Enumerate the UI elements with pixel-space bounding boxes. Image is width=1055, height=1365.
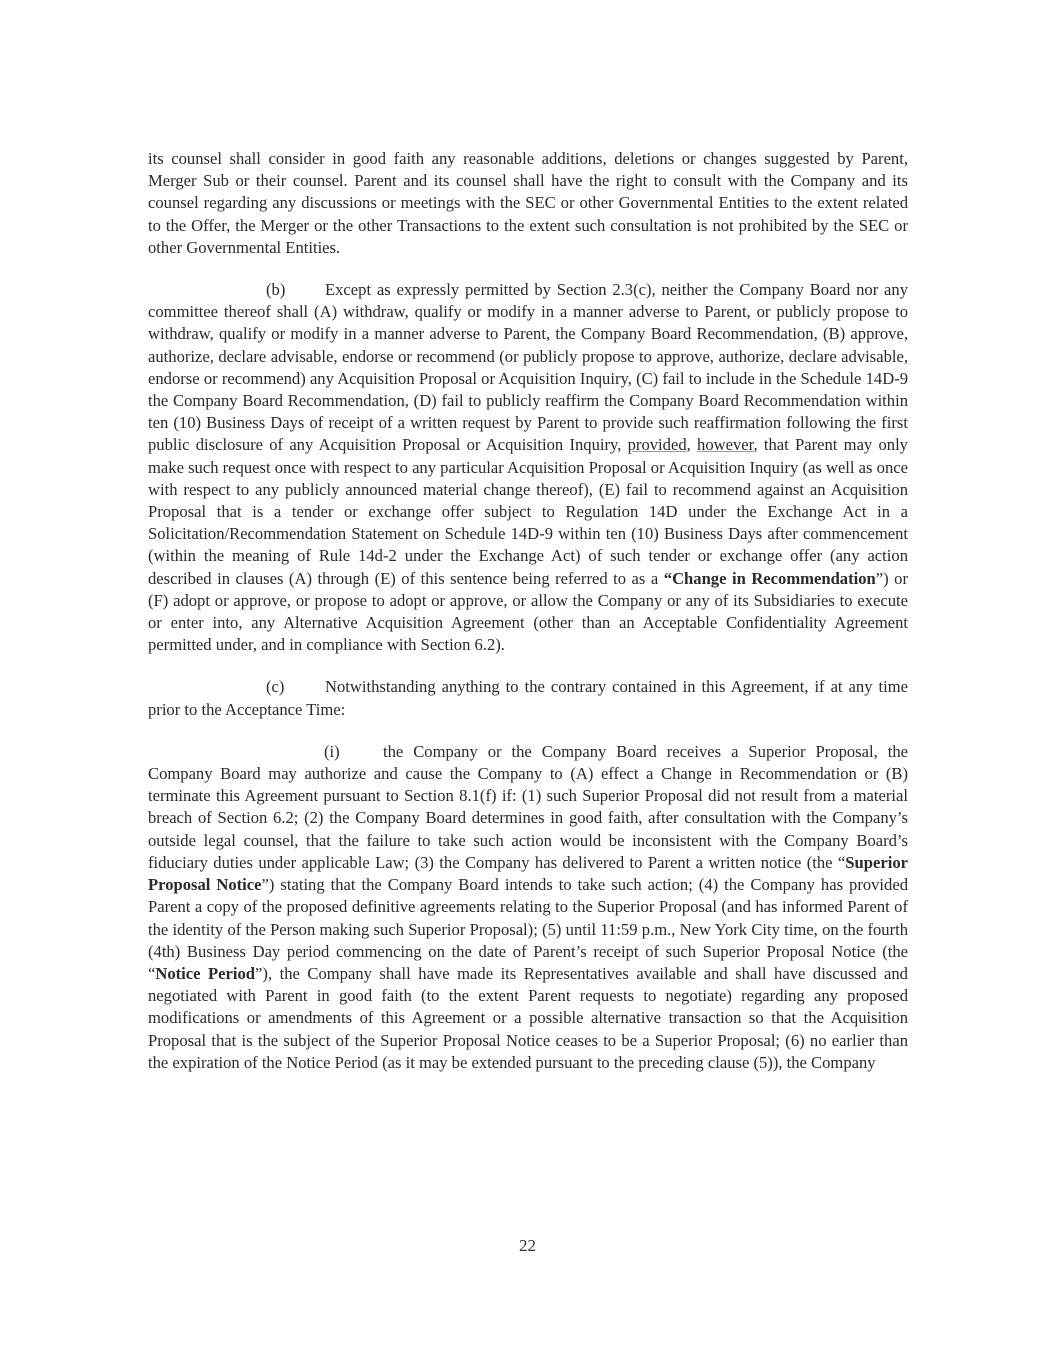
paragraph-b-comma: ,: [686, 435, 691, 455]
section-marker-i: (i): [324, 741, 340, 761]
paragraph-b-text-2: , that Parent may only make such request once with respect to any particular Acquisition Proposal or Acquisition Inquiry (as well as once with respect to any publicly announced material change thereof), (E) fail to recommend against an Acquisition Proposal that is a tender or exchange offer subject to Regulation 14D under the Exchange Act in a Solicitation/Recommendation Statement on Schedule 14D-9 within ten (10) Business Days after commencement (within the meaning of Rule 14d-2 under the Exchange Act) of such tender or exchange offer (any action described in clauses (A) through (E) of this sentence being referred to as a: [148, 435, 908, 588]
paragraph-b-text-1: Except as expressly permitted by Section 2.3(c), neither the Company Board nor any committee thereof shall (A) withdraw, qualify or modify in a manner adverse to Parent, or publicly propose to withdraw, qualify or modify in a manner adverse to Parent, the Company Board Recommendation, (B) approve, authorize, declare advisable, endorse or recommend (or publicly propose to approve, authorize, declare advisable, endorse or recommend) any Acquisition Proposal or Acquisition Inquiry, (C) fail to include in the Schedule 14D-9 the Company Board Recommendation, (D) fail to publicly reaffirm the Company Board Recommendation within ten (10) Business Days of receipt of a written request by Parent to provide such reaffirmation following the first public disclosure of any Acquisition Proposal or Acquisition Inquiry,: [148, 280, 908, 455]
paragraph-i-text-3: ”), the Company shall have made its Representatives available and shall have discussed and negotiated with Parent in good faith (to the extent Parent requests to negotiate) regarding any proposed modifications or amendments of this Agreement or a possible alternative transaction so that the Acquisition Proposal that is the subject of the Superior Proposal Notice ceases to be a Superior Proposal; (6) no earlier than the expiration of the Notice Period (as it may be extended pursuant to the preceding clause (5)), the Company: [148, 963, 908, 1072]
document-page: [148, 148, 908, 1074]
paragraph-i-text-1: the Company or the Company Board receives a Superior Proposal, the Company Board may authorize and cause the Company to (A) effect a Change in Recommendation or (B) terminate this Agreement pursuant to Section 8.1(f) if: (1) such Superior Proposal did not result from a material breach of Section 6.2; (2) the Company Board determines in good faith, after consultation with the Company’s outside legal counsel, that the failure to take such action would be inconsistent with the Company Board’s fiduciary duties under applicable Law; (3) the Company has delivered to Parent a written notice (the “: [148, 741, 908, 872]
paragraph-c: [148, 676, 908, 720]
paragraph-i-text-2: ”) stating that the Company Board intends to take such action; (4) the Company has provided Parent a copy of the proposed definitive agreements relating to the Superior Proposal (and has informed Parent of the identity of the Person making such Superior Proposal); (5) until 11:59 p.m., New York City time, on the fourth (4th) Business Day period commencing on the date of Parent’s receipt of such Superior Proposal Notice (the “: [148, 875, 909, 983]
section-marker-b: (b): [266, 280, 286, 300]
section-marker-c: (c): [266, 677, 285, 697]
paragraph-c-text: Notwithstanding anything to the contrary contained in this Agreement, if at any time prior to the Acceptance Time:: [148, 677, 908, 719]
page-number: 22: [519, 1236, 536, 1255]
paragraph-i: [148, 741, 908, 1074]
paragraph-b-text-3: ”) or (F) adopt or approve, or propose to adopt or approve, or allow the Company or any of its Subsidiaries to execute or enter into, any Alternative Acquisition Agreement (other than an Acceptable Confidentiality Agreement permitted under, and in compliance with Section 6.2).: [148, 568, 908, 655]
superior-proposal-notice-term: Superior Proposal Notice: [148, 852, 908, 895]
however-term: however: [697, 435, 754, 455]
provided-term: provided: [627, 435, 687, 455]
paragraph-b: [148, 279, 908, 656]
notice-period-term: Notice Period: [155, 963, 256, 983]
change-in-recommendation-term: “Change in Recommendation: [663, 568, 876, 588]
paragraph-a-continuation: its counsel shall consider in good faith any reasonable additions, deletions or changes suggested by Parent, Merger Sub or their counsel. Parent and its counsel shall have the right to consult with the Company and its counsel regarding any discussions or meetings with the SEC or other Governmental Entities to the extent related to the Offer, the Merger or the other Transactions to the extent such consultation is not prohibited by the SEC or other Governmental Entities.: [148, 149, 908, 257]
